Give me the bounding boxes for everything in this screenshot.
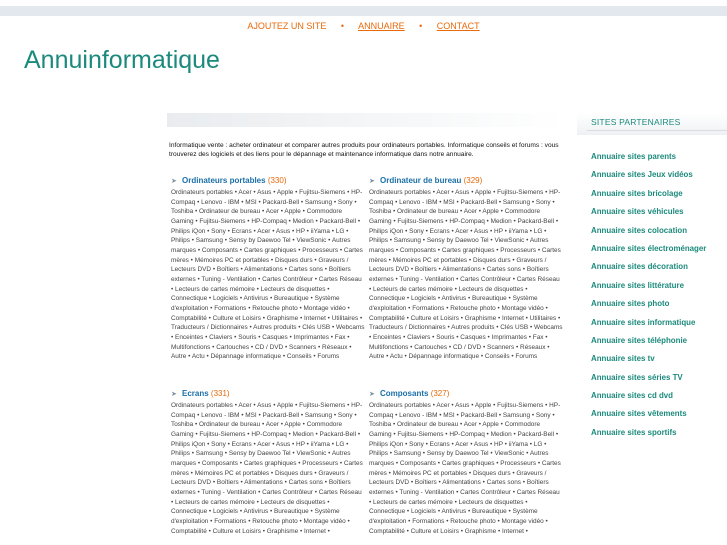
- category-block: [171, 176, 365, 362]
- partner-link[interactable]: Annuaire sites séries TV: [591, 372, 683, 382]
- category-block: [369, 389, 563, 536]
- partner-link[interactable]: Annuaire sites électroménager: [591, 243, 707, 253]
- category-title[interactable]: Ordinateurs portables: [182, 176, 266, 185]
- category-block: [369, 176, 563, 362]
- arrow-right-icon: ➤: [369, 178, 375, 185]
- nav-separator: •: [419, 21, 423, 31]
- nav-directory-link[interactable]: ANNUAIRE: [358, 21, 405, 31]
- partner-link[interactable]: Annuaire sites littérature: [591, 280, 684, 290]
- partner-link[interactable]: Annuaire sites bricolage: [591, 188, 683, 198]
- partner-link[interactable]: Annuaire sites sportifs: [591, 427, 677, 437]
- partner-link[interactable]: Annuaire sites véhicules: [591, 207, 684, 217]
- category-count: (329): [463, 176, 483, 185]
- category-title[interactable]: Ecrans: [182, 389, 209, 398]
- category-title[interactable]: Composants: [380, 389, 429, 398]
- category-heading[interactable]: [369, 176, 563, 186]
- partner-sites-list: [591, 152, 706, 446]
- category-block: [171, 389, 365, 536]
- partner-link[interactable]: Annuaire sites informatique: [591, 317, 696, 327]
- category-heading[interactable]: [171, 176, 365, 186]
- partner-link[interactable]: Annuaire sites décoration: [591, 262, 688, 272]
- category-heading[interactable]: [369, 389, 563, 399]
- nav-add-site-link[interactable]: AJOUTEZ UN SITE: [247, 21, 327, 31]
- sidebar-title: SITES PARTENAIRES: [591, 117, 681, 127]
- top-navigation: [0, 21, 727, 31]
- category-count: (331): [210, 389, 230, 398]
- nav-separator: •: [340, 21, 345, 31]
- partner-link[interactable]: Annuaire sites téléphonie: [591, 335, 688, 345]
- partner-link[interactable]: Annuaire sites photo: [591, 299, 670, 309]
- sidebar-divider: [587, 130, 727, 131]
- partner-link[interactable]: Annuaire sites vêtements: [591, 409, 687, 419]
- partner-link[interactable]: Annuaire sites colocation: [591, 225, 688, 235]
- nav-contact-link[interactable]: CONTACT: [436, 21, 480, 31]
- category-links[interactable]: Ordinateurs portables • Acer • Asus • Apple • Fujitsu-Siemens • HP-Compaq • Lenovo - IBM • MSI • Packard-Bell • Samsung • Sony • Toshiba • Ordinateur de bureau • Acer • Apple • Commodore Gaming • Fujitsu-Siemens • HP-Compaq • Medion • Packard-Bell • Philips iQon • Sony • Ecrans • Acer • Asus • HP • iiYama • LG • Philips • Samsung • Sensy by Daewoo Tel • ViewSonic • Autres marques • Composants • Cartes graphiques • Processeurs • Cartes mères • Mémoires PC et portables • Disques durs • Graveurs / Lecteurs DVD • Boîtiers • Alimentations • Cartes sons • Boîtiers externes • Tuning - Ventilation • Cartes Contrôleur • Cartes Réseau • Lecteurs de cartes mémoire • Lecteurs de disquettes • Connectique • Logiciels • Antivirus • Bureautique • Système d'exploitation • Formations • Retouche photo • Montage vidéo • Comptabilité • Culture et Loisirs • Graphisme • Internet • Utilitaires • Traducteurs / Dictionnaires • Autres produits • Clés USB • Webcams • Enceintes • Claviers • Souris • Casques • Imprimantes • Fax • Multifonctions • Cartouches • CD / DVD • Scanners • Réseaux • Autre • Actu • Dépannage informatique • Conseils • Forums: [369, 189, 563, 361]
- category-links[interactable]: Ordinateurs portables • Acer • Asus • Apple • Fujitsu-Siemens • HP-Compaq • Lenovo - IBM • MSI • Packard-Bell • Samsung • Sony • Toshiba • Ordinateur de bureau • Acer • Apple • Commodore Gaming • Fujitsu-Siemens • HP-Compaq • Medion • Packard-Bell • Philips iQon • Sony • Ecrans • Acer • Asus • HP • iiYama • LG • Philips • Samsung • Sensy by Daewoo Tel • ViewSonic • Autres marques • Composants • Cartes graphiques • Processeurs • Cartes mères • Mémoires PC et portables • Disques durs • Graveurs / Lecteurs DVD • Boîtiers • Alimentations • Cartes sons • Boîtiers externes • Tuning - Ventilation • Cartes Contrôleur • Cartes Réseau • Lecteurs de cartes mémoire • Lecteurs de disquettes • Connectique • Logiciels • Antivirus • Bureautique • Système d'exploitation • Formations • Retouche photo • Montage vidéo • Comptabilité • Culture et Loisirs • Graphisme • Internet •: [171, 402, 363, 535]
- partner-link[interactable]: Annuaire sites cd dvd: [591, 391, 673, 401]
- partner-link[interactable]: Annuaire sites parents: [591, 152, 677, 161]
- partner-link[interactable]: Annuaire sites tv: [591, 354, 655, 364]
- category-links[interactable]: Ordinateurs portables • Acer • Asus • Apple • Fujitsu-Siemens • HP-Compaq • Lenovo - IBM • MSI • Packard-Bell • Samsung • Sony • Toshiba • Ordinateur de bureau • Acer • Apple • Commodore Gaming • Fujitsu-Siemens • HP-Compaq • Medion • Packard-Bell • Philips iQon • Sony • Ecrans • Acer • Asus • HP • iiYama • LG • Philips • Samsung • Sensy by Daewoo Tel • ViewSonic • Autres marques • Composants • Cartes graphiques • Processeurs • Cartes mères • Mémoires PC et portables • Disques durs • Graveurs / Lecteurs DVD • Boîtiers • Alimentations • Cartes sons • Boîtiers externes • Tuning - Ventilation • Cartes Contrôleur • Cartes Réseau • Lecteurs de cartes mémoire • Lecteurs de disquettes • Connectique • Logiciels • Antivirus • Bureautique • Système d'exploitation • Formations • Retouche photo • Montage vidéo • Comptabilité • Culture et Loisirs • Graphisme • Internet • Utilitaires • Traducteurs / Dictionnaires • Autres produits • Clés USB • Webcams • Enceintes • Claviers • Souris • Casques • Imprimantes • Fax • Multifonctions • Cartouches • CD / DVD • Scanners • Réseaux • Autre • Actu • Dépannage informatique • Conseils • Forums: [171, 189, 365, 361]
- content-header-band: [167, 113, 567, 127]
- category-heading[interactable]: [171, 389, 365, 399]
- category-title[interactable]: Ordinateur de bureau: [380, 176, 462, 185]
- site-title[interactable]: Annuinformatique: [24, 46, 220, 74]
- intro-text: Informatique vente : acheter ordinateur et comparer autres produits pour ordinateurs portables. Informatique conseils et forums : vous trouverez des logiciels et des liens pour le dépannage et maintenance informatique dans notre annuaire.: [169, 142, 559, 158]
- category-count: (330): [267, 176, 287, 185]
- arrow-right-icon: ➤: [369, 391, 375, 398]
- arrow-right-icon: ➤: [171, 178, 177, 185]
- top-bar: [0, 6, 727, 16]
- partner-link[interactable]: Annuaire sites Jeux vidéos: [591, 170, 693, 180]
- category-links[interactable]: Ordinateurs portables • Acer • Asus • Apple • Fujitsu-Siemens • HP-Compaq • Lenovo - IBM • MSI • Packard-Bell • Samsung • Sony • Toshiba • Ordinateur de bureau • Acer • Apple • Commodore Gaming • Fujitsu-Siemens • HP-Compaq • Medion • Packard-Bell • Philips iQon • Sony • Ecrans • Acer • Asus • HP • iiYama • LG • Philips • Samsung • Sensy by Daewoo Tel • ViewSonic • Autres marques • Composants • Cartes graphiques • Processeurs • Cartes mères • Mémoires PC et portables • Disques durs • Graveurs / Lecteurs DVD • Boîtiers • Alimentations • Cartes sons • Boîtiers externes • Tuning - Ventilation • Cartes Contrôleur • Cartes Réseau • Lecteurs de cartes mémoire • Lecteurs de disquettes • Connectique • Logiciels • Antivirus • Bureautique • Système d'exploitation • Formations • Retouche photo • Montage vidéo • Comptabilité • Culture et Loisirs • Graphisme • Internet •: [369, 402, 561, 535]
- arrow-right-icon: ➤: [171, 391, 177, 398]
- category-count: (327): [430, 389, 450, 398]
